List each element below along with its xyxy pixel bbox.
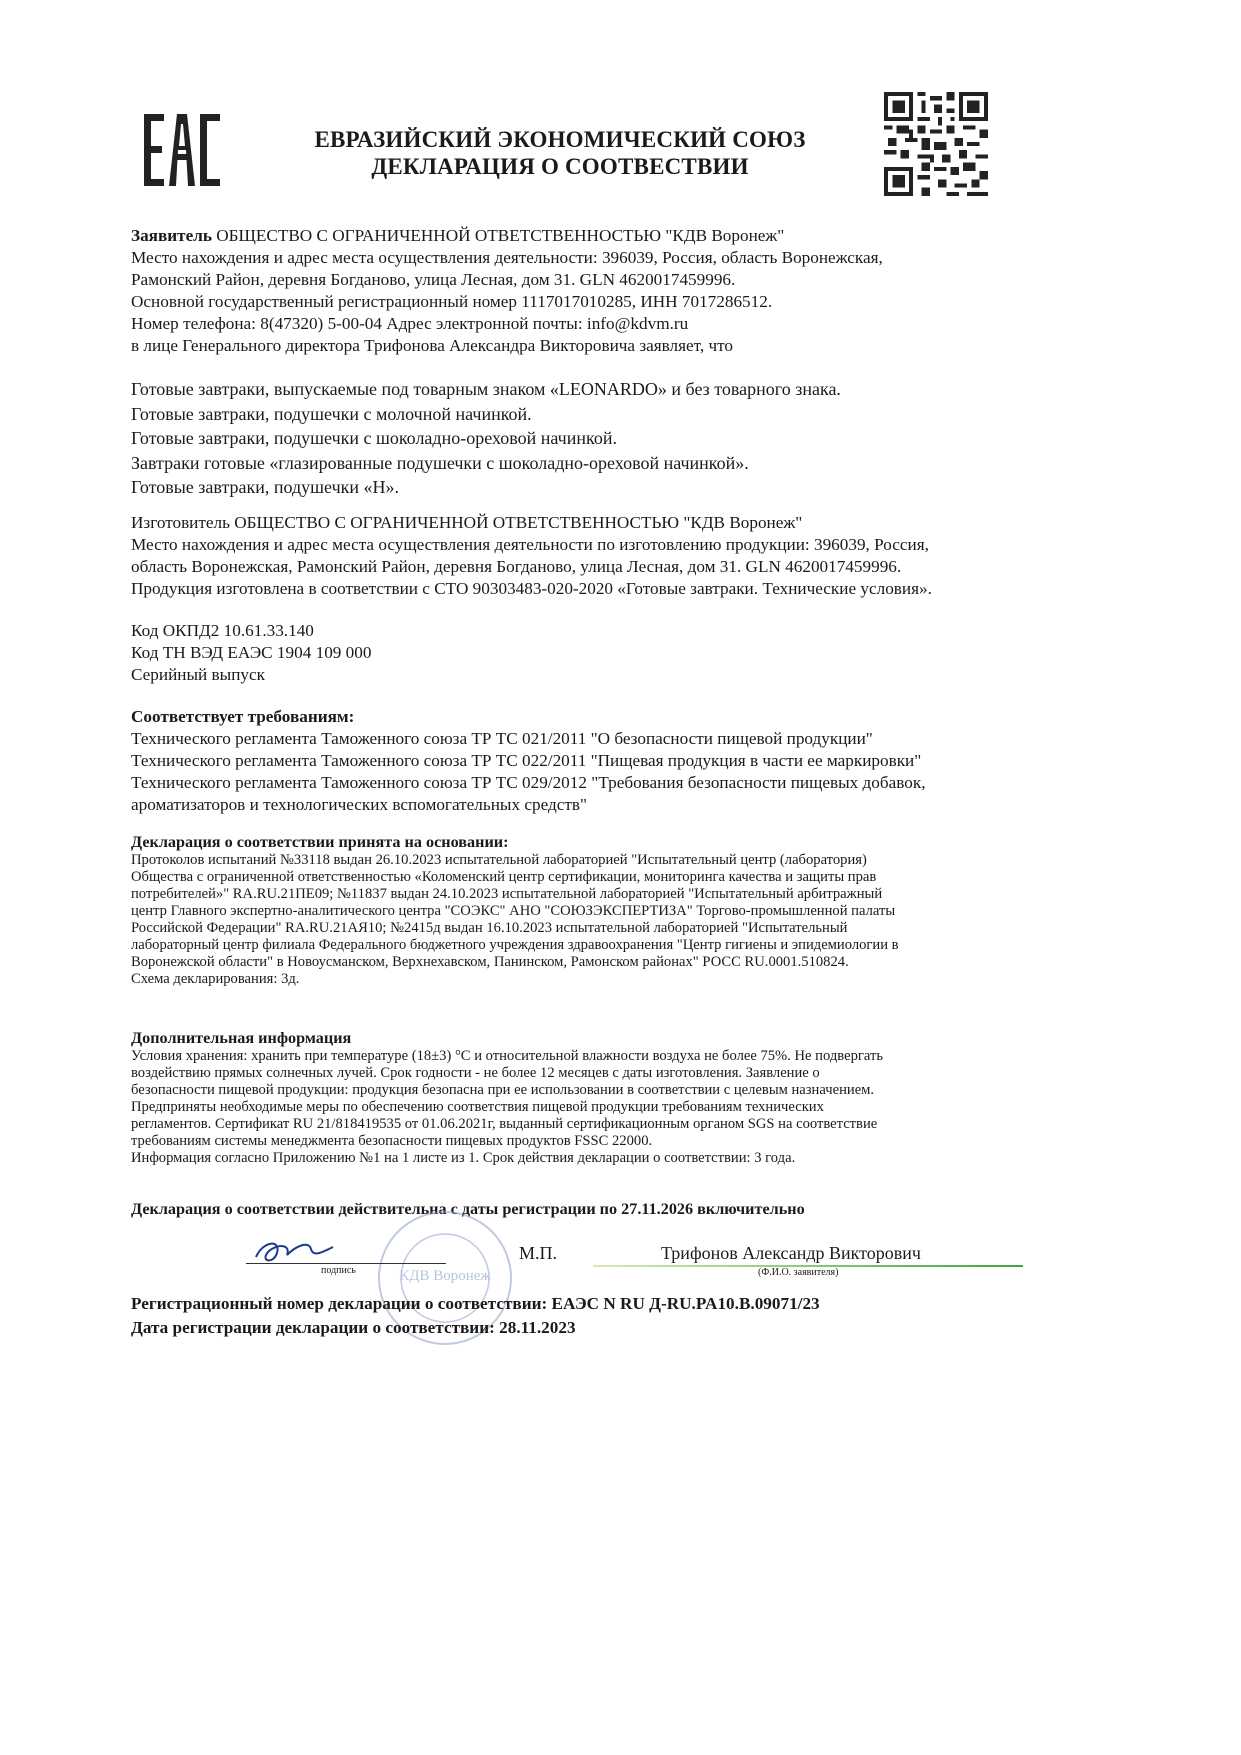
signature-row [131, 1235, 1031, 1295]
validity-section [131, 1201, 1131, 1219]
applicant-line: Место нахождения и адрес места осуществления деятельности: 396039, Россия, область Воронежская, [131, 248, 883, 267]
additional-heading: Дополнительная информация [131, 1029, 352, 1047]
signature-line [246, 1263, 446, 1264]
applicant-line [131, 225, 1131, 247]
document-title [250, 126, 870, 180]
applicant-line: Рамонский Район, деревня Богданово, улица Лесная, дом 31. GLN 4620017459996. [131, 270, 736, 289]
requirement-line: Технического регламента Таможенного союза ТР ТС 029/2012 "Требования безопасности пищевых добавок, [131, 773, 926, 792]
requirement-line: ароматизаторов и технологических вспомогательных средств" [131, 795, 587, 814]
registration-number: Регистрационный номер декларации о соответствии: ЕАЭС N RU Д-RU.PA10.B.09071/23 [131, 1294, 820, 1313]
additional-line: требованиям системы менеджмента безопасности пищевых продуктов FSSC 22000. [131, 1132, 653, 1149]
basis-heading: Декларация о соответствии принята на основании: [131, 833, 509, 851]
eac-logo-icon [142, 110, 222, 188]
codes-section [131, 620, 1131, 686]
product-line: Завтраки готовые «глазированные подушечки с шоколадно-ореховой начинкой». [131, 452, 749, 473]
basis-line: Общества с ограниченной ответственностью «Коломенский центр сертификации, мониторинга качества и защиты прав [131, 868, 877, 885]
additional-line: Предприняты необходимые меры по обеспечению соответствия пищевой продукции требованиям технических [131, 1098, 824, 1115]
registration-date: Дата регистрации декларации о соответствии: 28.11.2023 [131, 1318, 576, 1337]
stamp-place-label: М.П. [519, 1243, 558, 1263]
basis-line: потребителей»" RA.RU.21ПЕ09; №11837 выдан 24.10.2023 испытательной лабораторией "Испытательный арбитражный [131, 885, 883, 902]
additional-line: воздействию прямых солнечных лучей. Срок годности - не более 12 месяцев с даты изготовления. Заявление о [131, 1064, 820, 1081]
manufacturer-line: Продукция изготовлена в соответствии с СТО 90303483-020-2020 «Готовые завтраки. Технические условия». [131, 579, 932, 598]
applicant-line: в лице Генерального директора Трифонова Александра Викторовича заявляет, что [131, 336, 734, 355]
manufacturer-line: область Воронежская, Рамонский Район, деревня Богданово, улица Лесная, дом 31. GLN 4620017459996. [131, 557, 902, 576]
applicant-line: Основной государственный регистрационный номер 1117017010285, ИНН 7017286512. [131, 292, 773, 311]
applicant-label: Заявитель [131, 226, 212, 245]
basis-line: Российской Федерации" RA.RU.21АЯ10; №2415д выдан 16.10.2023 испытательной лабораторией "Испытательный [131, 919, 848, 936]
additional-line: Информация согласно Приложению №1 на 1 листе из 1. Срок действия декларации о соответствии: 3 года. [131, 1149, 796, 1166]
product-line: Готовые завтраки, подушечки с шоколадно-ореховой начинкой. [131, 428, 617, 448]
additional-line: безопасности пищевой продукции: продукция безопасна при ее использовании в соответствии с целевым назначением. [131, 1081, 875, 1098]
requirements-heading: Соответствует требованиям: [131, 707, 355, 726]
validity-statement: Декларация о соответствии действительна с даты регистрации по 27.11.2026 включительно [131, 1200, 805, 1218]
applicant-signatory-name: Трифонов Александр Викторович [661, 1243, 921, 1263]
manufacturer-line: Изготовитель ОБЩЕСТВО С ОГРАНИЧЕННОЙ ОТВЕТСТВЕННОСТЬЮ "КДВ Воронеж" [131, 513, 803, 532]
requirement-line: Технического регламента Таможенного союза ТР ТС 021/2011 "О безопасности пищевой продукции" [131, 729, 873, 748]
applicant-section [131, 225, 1131, 357]
basis-line: центр Главного экспертно-аналитического центра "СОЭКС" АНО "СОЮЗЭКСПЕРТИЗА" Торгово-промышленной палаты [131, 902, 896, 919]
manufacturer-line: Место нахождения и адрес места осуществления деятельности по изготовлению продукции: 396039, Россия, [131, 535, 929, 554]
basis-line: Протоколов испытаний №33118 выдан 26.10.2023 испытательной лабораторией "Испытательный центр (лаборатория) [131, 851, 867, 868]
additional-line: Условия хранения: хранить при температуре (18±3) °С и относительной влажности воздуха не более 75%. Не подвергать [131, 1047, 883, 1064]
signature-caption: подпись [321, 1265, 356, 1276]
title-line-2: ДЕКЛАРАЦИЯ О СООТВЕСТВИИ [371, 154, 749, 179]
requirement-line: Технического регламента Таможенного союза ТР ТС 022/2011 "Пищевая продукция в части ее маркировки" [131, 751, 922, 770]
product-line: Готовые завтраки, подушечки «Н». [131, 477, 400, 497]
code-line: Код ТН ВЭД ЕАЭС 1904 109 000 [131, 643, 372, 662]
applicant-line: Номер телефона: 8(47320) 5-00-04 Адрес электронной почты: info@kdvm.ru [131, 314, 689, 333]
code-line: Серийный выпуск [131, 665, 265, 684]
product-line: Готовые завтраки, подушечки с молочной начинкой. [131, 403, 532, 424]
registration-section [131, 1292, 1131, 1340]
additional-line: регламентов. Сертификат RU 21/818419535 от 01.06.2021г, выданный сертификационным органом SGS на соответствие [131, 1115, 878, 1132]
name-caption: (Ф.И.О. заявителя) [758, 1267, 839, 1278]
product-line: Готовые завтраки, выпускаемые под товарным знаком «LEONARDO» и без товарного знака. [131, 379, 841, 399]
svg-text:КДВ Воронеж: КДВ Воронеж [399, 1268, 491, 1284]
basis-line: лабораторный центр филиала Федерального бюджетного учреждения здравоохранения "Центр гигиены и эпидемиологии в [131, 936, 899, 953]
applicant-name: ОБЩЕСТВО С ОГРАНИЧЕННОЙ ОТВЕТСТВЕННОСТЬЮ "КДВ Воронеж" [211, 226, 785, 245]
products-section [131, 377, 1131, 500]
basis-line: Воронежской области" в Новоусманском, Верхнехавском, Панинском, Рамонском районах" РОСС RU.0001.510824. [131, 953, 849, 970]
qr-code-icon [884, 92, 988, 196]
code-line: Код ОКПД2 10.61.33.140 [131, 621, 314, 640]
basis-line: Схема декларирования: 3д. [131, 970, 300, 987]
basis-section [131, 834, 1131, 988]
title-line-1: ЕВРАЗИЙСКИЙ ЭКОНОМИЧЕСКИЙ СОЮЗ [314, 127, 806, 152]
requirements-section [131, 706, 1131, 816]
additional-section [131, 1030, 1131, 1167]
manufacturer-section [131, 512, 1131, 600]
